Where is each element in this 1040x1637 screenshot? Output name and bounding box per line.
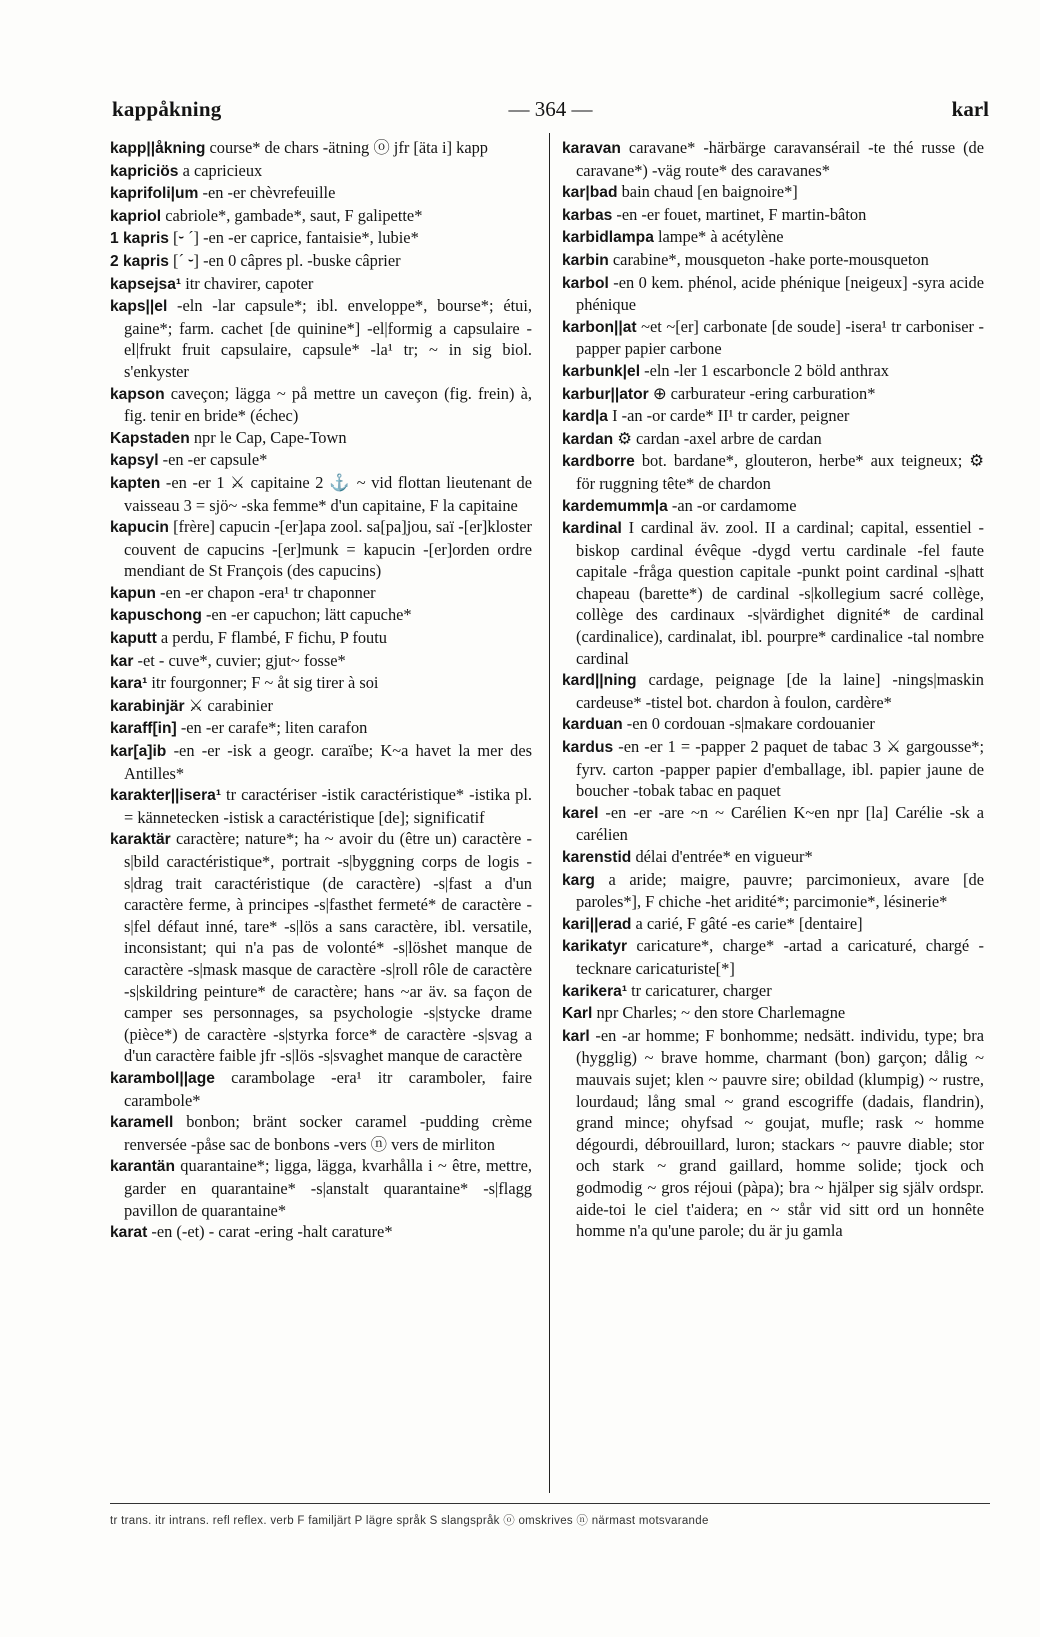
dictionary-entry: [110, 295, 532, 382]
entry-definition: -en -er -isk a geogr. caraïbe; K~a havet la mer des Antilles*: [124, 741, 532, 783]
entry-definition: -eln -lar capsule*; ibl. enveloppe*, bourse*; étui, gaine*; farm. cachet [de quinine*] -el|formig a capsulaire -el|frukt fruit capsulaire, capsule* -la¹ tr; ~ in sig biol. s'enkyster: [124, 296, 532, 381]
entry-headword: kapp||åkning: [110, 140, 206, 157]
entry-definition: course* de chars -ätning ⓞ jfr [äta i] kapp: [205, 138, 489, 157]
entry-headword: Karl: [562, 1005, 593, 1023]
entry-definition: lampe* à acétylène: [653, 227, 784, 247]
entry-definition: bonbon; bränt socker caramel -pudding crème renversée -påse sac de bonbons -vers ⓝ vers de mirliton: [124, 1112, 532, 1154]
entry-headword: kapuschong: [110, 607, 202, 625]
entry-definition: cardage, peignage [de la laine] -nings|maskin cardeuse* -tistel bot. chardon à foulon, cardère*: [576, 670, 984, 712]
entry-definition: -en -er capsule*: [158, 450, 268, 470]
entry-headword: kaputt: [110, 630, 157, 648]
page-header: [112, 88, 989, 122]
dictionary-entry: [110, 182, 532, 205]
entry-headword: kardus: [562, 739, 614, 757]
footer-divider: [110, 1503, 990, 1504]
entry-definition: cabriole*, gambade*, saut, F galipette*: [161, 205, 423, 225]
dictionary-entry: [110, 227, 532, 250]
dictionary-entry: [562, 913, 984, 936]
dictionary-entry: [562, 495, 984, 518]
entry-headword: karantän: [110, 1158, 176, 1176]
dictionary-entry: [110, 516, 532, 582]
entry-headword: Kapstaden: [110, 429, 190, 447]
dictionary-entry: [110, 627, 532, 650]
dictionary-entry: [110, 740, 532, 784]
entry-definition: ⚔ carabinier: [184, 695, 273, 715]
entry-definition: bot. bardane*, glouteron, herbe* aux teigneux; ⚙ för ruggning tête* de chardon: [576, 451, 984, 493]
dictionary-entry: [110, 828, 532, 1067]
entry-definition: itr fourgonner; F ~ åt sig tirer à soi: [147, 673, 379, 693]
entry-headword: kardinal: [562, 520, 622, 538]
entry-headword: kard||ning: [562, 672, 637, 690]
entry-definition: tr caractériser -istik caractéristique* -istika pl. = kännetecken -istisk a caractéristique [de]; significatif: [124, 785, 532, 827]
entry-definition: délai d'entrée* en vigueur*: [631, 847, 813, 866]
entry-headword: kapriciös: [110, 162, 179, 180]
entry-headword: kari||erad: [562, 915, 632, 933]
entry-definition: a carié, F gâté -es carie* [dentaire]: [631, 913, 863, 933]
dictionary-entry: [110, 273, 532, 296]
dictionary-entry: [110, 205, 532, 228]
entry-definition: -en -er fouet, martinet, F martin-bâton: [612, 204, 867, 224]
dictionary-entry: [562, 137, 984, 181]
entry-headword: karenstid: [562, 849, 632, 866]
entry-headword: 2 kapris: [110, 252, 169, 270]
entry-definition: carabine*, mousqueton -hake porte-mousqueton: [608, 249, 929, 269]
column-divider: [549, 133, 550, 1493]
entry-definition: -en -er chèvrefeuille: [198, 183, 336, 203]
entry-headword: karikera¹: [562, 982, 628, 1000]
entry-headword: karbol: [562, 274, 609, 292]
dictionary-entry: [110, 672, 532, 695]
entry-headword: karduan: [562, 716, 623, 734]
entry-definition: -et - cuve*, cuvier; gjut~ fosse*: [133, 650, 346, 670]
dictionary-entry: [110, 582, 532, 605]
entry-definition: I -an -or carde* II¹ tr carder, peigner: [607, 406, 850, 426]
entry-headword: kardborre: [562, 453, 635, 471]
entry-headword: kapun: [110, 584, 156, 602]
dictionary-entry: [110, 604, 532, 627]
entry-definition: tr caricaturer, charger: [627, 980, 772, 1000]
right-column: [562, 137, 984, 1242]
entry-headword: kar|bad: [562, 184, 618, 202]
entry-definition: ⊕ carburateur -ering carburation*: [648, 383, 876, 403]
dictionary-entry: [562, 736, 984, 802]
entry-headword: kara¹: [110, 675, 148, 693]
entry-headword: karbin: [562, 251, 609, 269]
dictionary-entry: [110, 695, 532, 718]
dictionary-entry: [110, 1111, 532, 1155]
entry-headword: kapsyl: [110, 452, 159, 470]
left-column: [110, 137, 532, 1244]
entry-headword: karbas: [562, 206, 613, 224]
dictionary-entry: [562, 226, 984, 249]
entry-headword: karbur||ator: [562, 385, 649, 403]
dictionary-entry: [562, 316, 984, 360]
entry-definition: ⚙ cardan -axel arbre de cardan: [613, 428, 822, 448]
entry-headword: kaps||el: [110, 298, 168, 316]
dictionary-entry: [562, 428, 984, 451]
entry-definition: -en -er 1 = -papper 2 paquet de tabac 3 ⚔ gargousse*; fyrv. carton -papper papier d'emballage, ibl. papier jaune de boucher -tobak tabac en paquet: [576, 737, 984, 801]
entry-definition: -en (-et) - carat -ering -halt carature*: [147, 1222, 393, 1242]
entry-headword: karbidlampa: [562, 229, 654, 247]
header-last-word: karl: [951, 97, 989, 121]
dictionary-entry: [562, 713, 984, 736]
dictionary-entry: [110, 472, 532, 516]
entry-definition: -en -er 1 ⚔ capitaine 2 ⚓ ~ vid flottan lieutenant de vaisseau 3 = sjö~ -ska femme* d'un capitaine, F la capitaine: [124, 472, 532, 515]
entry-definition: [⏑ ˊ] -en -er caprice, fantaisie*, lubie*: [168, 228, 419, 248]
entry-headword: karamell: [110, 1114, 174, 1132]
entry-headword: karg: [562, 871, 595, 889]
dictionary-entry: [562, 204, 984, 227]
entry-headword: kapson: [110, 385, 165, 403]
dictionary-entry: [110, 383, 532, 427]
dictionary-entry: [110, 717, 532, 740]
entry-definition: a capricieux: [178, 160, 263, 180]
dictionary-entry: [562, 450, 984, 494]
entry-headword: karambol||age: [110, 1069, 215, 1087]
entry-definition: a perdu, F flambé, F fichu, P foutu: [156, 628, 387, 648]
entry-definition: caravane* -härbärge caravansérail -te thé russe (de caravane*) -väg route* des caravanes*: [576, 138, 984, 180]
entry-definition: ~et ~[er] carbonate [de soude] -isera¹ tr carboniser -papper papier carbone: [576, 316, 984, 359]
entry-definition: [ˊ ⏑] -en 0 câpres pl. -buske câprier: [168, 250, 401, 270]
entry-headword: karel: [562, 804, 599, 822]
entry-definition: -en 0 cordouan -s|makare cordouanier: [622, 714, 875, 734]
entry-definition: caveçon; lägga ~ på mettre un caveçon (fig. frein) à, fig. tenir en bride* (échec): [124, 383, 532, 426]
dictionary-entry: [562, 669, 984, 713]
dictionary-entry: [110, 784, 532, 828]
entry-definition: -an -or cardamome: [667, 495, 797, 515]
dictionary-entry: [562, 272, 984, 316]
entry-headword: karikatyr: [562, 938, 628, 956]
entry-definition: -eln -ler 1 escarboncle 2 böld anthrax: [640, 360, 889, 380]
dictionary-entry: [562, 360, 984, 383]
entry-definition: carambolage -era¹ itr caramboler, faire carambole*: [124, 1067, 532, 1110]
entry-headword: kapsejsa¹: [110, 275, 182, 293]
entry-definition: a aride; maigre, pauvre; parcimonieux, avare [de paroles*], F chiche -het aridité*; parcimonie*, lésinerie*: [576, 869, 984, 912]
entry-definition: quarantaine*; ligga, lägga, kvarhålla i ~ être, mettre, garder en quarantaine* -s|anstalt quarantaine* -s|flagg pavillon de quarantaine*: [124, 1156, 532, 1220]
dictionary-entry: [110, 650, 532, 673]
entry-headword: kardan: [562, 430, 614, 448]
entry-definition: -en -ar homme; F bonhomme; nedsätt. individu, type; bra (hygglig) ~ brave homme, charmant (bon) garçon; dålig ~ mauvais sujet; klen ~ pauvre sire; obildad (klumpig) ~ rustre, lourdaud; lång smal ~ grand escogriffe (dadais, flandrin), grand mince; ohyfsad ~ goujat, mufle; rask ~ homme dégourdi, débrouillard, luron; stackars ~ pauvre diable; stor och stark ~ grand gaillard, homme solide; tjock och godmodig ~ gros réjoui (pàpa); bra ~ hjälper sig själv ordspr. aide-toi le ciel t'aidera; en ~ står vid sitt ord un honnête homme n'a qu'une parole; du är ju gamla: [576, 1025, 984, 1241]
entry-definition: I cardinal äv. zool. II a cardinal; capital, essentiel -biskop cardinal évêque -dygd vertu cardinale -fel faute capitale -fråga question capitale -punkt point cardinal -s|hatt chapeau (barette*) de cardinal -s|kollegium sacré collège, collège des cardinaux -s|värdighet dignité* de cardinal (cardinalice), cardinalat, ibl. pourpre* cardinalice -tal nombre cardinal: [576, 518, 984, 668]
dictionary-entry: [562, 869, 984, 913]
dictionary-entry: [110, 449, 532, 472]
entry-headword: kapten: [110, 474, 161, 492]
entry-definition: -en -er chapon -era¹ tr chaponner: [155, 582, 376, 602]
entry-headword: karaktär: [110, 831, 171, 849]
entry-definition: -en -er carafe*; liten carafon: [176, 718, 368, 738]
entry-headword: karakter||isera¹: [110, 787, 222, 805]
dictionary-entry: [562, 846, 984, 869]
dictionary-entry: [562, 935, 984, 979]
dictionary-entry: [562, 980, 984, 1003]
entry-headword: kar: [110, 652, 134, 670]
entry-headword: karl: [562, 1027, 590, 1045]
header-first-word: kappåkning: [112, 97, 222, 121]
entry-definition: caricature*, charge* -artad a caricaturé, chargé -tecknare caricaturiste[*]: [576, 936, 984, 978]
entry-headword: kardemumm|a: [562, 497, 668, 515]
dictionary-entry: [110, 1155, 532, 1221]
entry-headword: 1 kapris: [110, 230, 169, 248]
dictionary-entry: [562, 802, 984, 846]
entry-definition: bain chaud [en baignoire*]: [617, 182, 798, 202]
entry-definition: -en -er capuchon; lätt capuche*: [201, 605, 412, 625]
abbreviation-legend: tr trans. itr intrans. refl reflex. verb F familjärt P lägre språk S slangspråk ⓞ omskrives ⓝ närmast motsvarande: [110, 1515, 709, 1527]
dictionary-entry: [562, 1002, 984, 1025]
entry-definition: npr le Cap, Cape-Town: [189, 427, 347, 447]
dictionary-entry: [110, 427, 532, 450]
page-number: — 364 —: [508, 97, 593, 121]
dictionary-entry: [110, 1221, 532, 1244]
dictionary-entry: [110, 1067, 532, 1111]
entry-headword: kaprifoli|um: [110, 185, 199, 203]
entry-headword: kar[a]ib: [110, 743, 167, 761]
entry-definition: [frère] capucin -[er]apa zool. sa[pa]jou, saï -[er]kloster couvent de capucins -[er]munk = kapucin -[er]orden ordre mendiant de St François (des capucins): [124, 517, 532, 581]
entry-headword: kard|a: [562, 408, 608, 426]
entry-headword: karavan: [562, 140, 621, 157]
entry-definition: -en 0 kem. phénol, acide phénique [neigeux] -syra acide phénique: [576, 272, 984, 315]
dictionary-entry: [562, 181, 984, 204]
entry-headword: karabinjär: [110, 697, 185, 715]
dictionary-entry: [562, 383, 984, 406]
entry-headword: karbunk|el: [562, 362, 641, 380]
dictionary-entry: [110, 160, 532, 183]
dictionary-entry: [110, 250, 532, 273]
dictionary-entry: [110, 137, 532, 160]
entry-headword: kapriol: [110, 207, 162, 225]
entry-definition: -en -er -are ~n ~ Carélien K~en npr [la] Carélie -sk a carélien: [576, 802, 984, 845]
dictionary-entry: [562, 1025, 984, 1242]
dictionary-entry: [562, 405, 984, 428]
dictionary-entry: [562, 517, 984, 669]
entry-headword: karbon||at: [562, 318, 637, 336]
entry-headword: kapucin: [110, 519, 169, 537]
entry-headword: karaff[in]: [110, 720, 177, 738]
entry-definition: npr Charles; ~ den store Charlemagne: [592, 1003, 846, 1023]
dictionary-entry: [562, 249, 984, 272]
entry-definition: itr chavirer, capoter: [181, 273, 314, 293]
entry-definition: caractère; nature*; ha ~ avoir du (être un) caractère -s|bild caractéristique*, portrait -s|byggning corps de logis -s|drag trait caractéristique (de caractère) -s|fast a d'un caractère ferme, à principes -s|fasthet fermeté* de caractère -s|fel défaut inné, tare* -s|lös a sans caractère, ibl. versatile, inconsistant; qui n'a pas de volonté* -s|löshet manque de caractère -s|mask masque de caractère -s|roll rôle de caractère -s|skildring peinture* de caractère; hans ~ar äv. sa façon de camper ses personnages, sa psychologie -s|stycke drame (pièce*) de caractère -s|styrka force* de caractère -s|svag a d'un caractère faible jfr -s|lös -s|svaghet manque de caractère: [124, 829, 532, 1066]
entry-headword: karat: [110, 1224, 148, 1242]
